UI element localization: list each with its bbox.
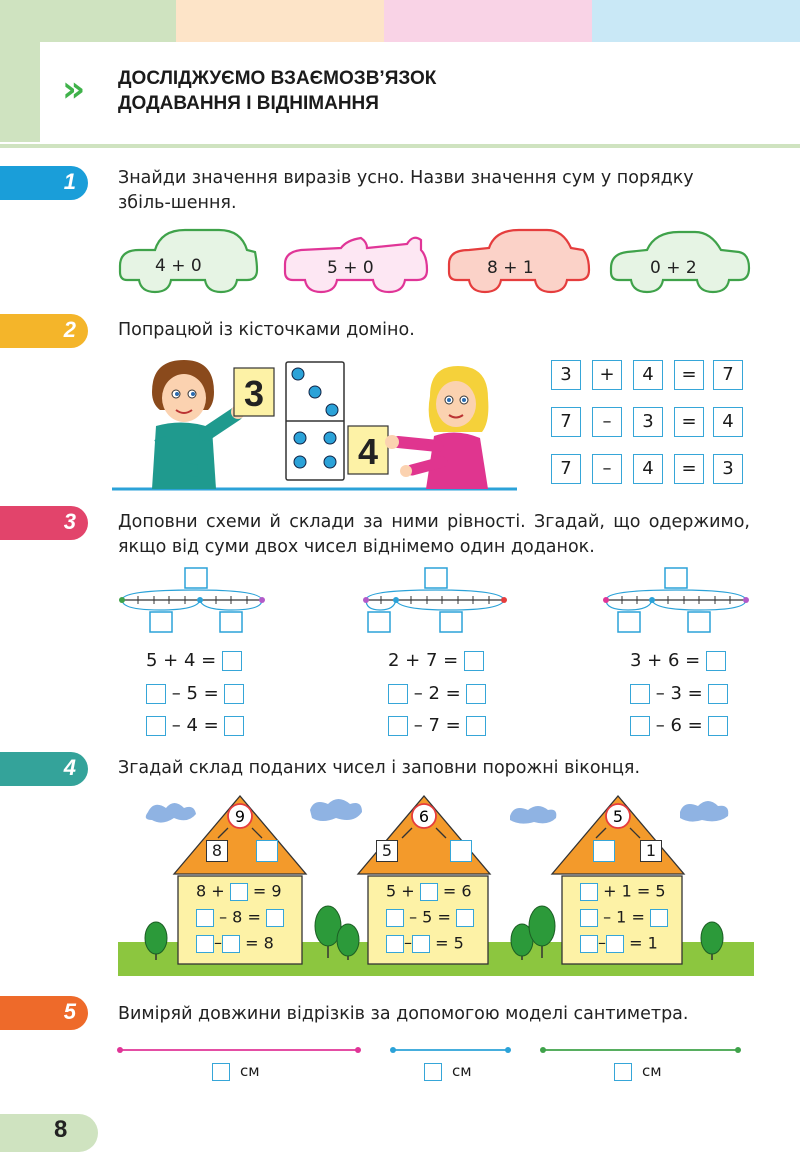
answer-box[interactable] xyxy=(222,935,240,953)
house-2-roof-left: 5 xyxy=(376,840,398,862)
expr-text: 8 + xyxy=(196,881,225,901)
answer-box[interactable] xyxy=(606,935,624,953)
boy-figure xyxy=(152,360,245,489)
domino-tile xyxy=(286,362,344,480)
task-3-text: Доповни схеми й склади за ними рівності. Згадай, що одержимо, якщо від суми двох чисел віднімемо один доданок. xyxy=(118,512,750,557)
house-1-roof-left: 8 xyxy=(206,840,228,862)
task-number-tab-3 xyxy=(0,506,88,540)
answer-box[interactable] xyxy=(464,651,484,671)
equation-cell: 3 xyxy=(551,360,581,390)
answer-box[interactable] xyxy=(630,716,650,736)
expr-text: = 9 xyxy=(252,881,282,901)
scheme-3 xyxy=(603,568,749,632)
task-2-text: Попрацюй із кісточками доміно. xyxy=(118,320,415,340)
answer-box[interactable] xyxy=(388,716,408,736)
answer-box[interactable] xyxy=(196,935,214,953)
car-3-label: 8 + 1 xyxy=(487,258,534,278)
answer-box[interactable] xyxy=(146,684,166,704)
title-line-2: ДОДАВАННЯ І ВІДНІМАННЯ xyxy=(118,93,379,114)
answer-box[interactable] xyxy=(420,883,438,901)
unit-label: см xyxy=(452,1062,472,1080)
house-1-eq-2 xyxy=(196,906,284,929)
answer-box[interactable] xyxy=(650,909,668,927)
task-number-2: 2 xyxy=(63,317,76,342)
car-4-label: 0 + 2 xyxy=(650,258,697,278)
unit-label: см xyxy=(240,1062,260,1080)
house-3-eq-1 xyxy=(580,880,666,903)
house-3-roof-left-box[interactable] xyxy=(593,840,615,862)
expr-text: – 8 = xyxy=(219,907,261,927)
equation-cell: 7 xyxy=(551,407,581,437)
scheme-1-line-3 xyxy=(146,715,244,737)
house-2-eq-2 xyxy=(386,906,474,929)
segment-2-answer xyxy=(424,1062,472,1081)
task-number-tab-5 xyxy=(0,996,88,1030)
answer-box[interactable] xyxy=(146,716,166,736)
house-1-eq-3: – = 8 xyxy=(196,932,274,955)
scheme-2-line-2 xyxy=(388,683,486,705)
answer-box[interactable] xyxy=(424,1063,442,1081)
house-3-eq-2 xyxy=(580,906,668,929)
answer-box[interactable] xyxy=(388,684,408,704)
expr-text: + 1 = 5 xyxy=(603,881,666,901)
expr-text: – 2 = xyxy=(413,683,461,704)
car-1-label: 4 + 0 xyxy=(155,256,202,276)
scheme-2 xyxy=(363,568,507,632)
equation-cell: = xyxy=(674,407,704,437)
equation-cell: = xyxy=(674,360,704,390)
house-2-equations xyxy=(374,880,494,966)
answer-box[interactable] xyxy=(386,935,404,953)
house-3-roof-right: 1 xyxy=(640,840,662,862)
expr-text: – 3 = xyxy=(655,683,703,704)
answer-box[interactable] xyxy=(266,909,284,927)
expr-text: – 1 = xyxy=(603,907,645,927)
expr-text: – 6 = xyxy=(655,715,703,736)
task-number-tab-2 xyxy=(0,314,88,348)
house-1-equations xyxy=(184,880,304,966)
house-3-equations xyxy=(568,880,688,966)
scheme-2-line-3 xyxy=(388,715,486,737)
page-title xyxy=(118,66,436,116)
answer-box[interactable] xyxy=(386,909,404,927)
scheme-2-line-1 xyxy=(388,650,484,672)
answer-box[interactable] xyxy=(466,716,486,736)
expr-text: – 5 = xyxy=(171,683,219,704)
answer-box[interactable] xyxy=(212,1063,230,1081)
task-number-1: 1 xyxy=(63,169,76,194)
expr-text: 5 + xyxy=(386,881,415,901)
house-1-roof-right-box[interactable] xyxy=(256,840,278,862)
task-number-3: 3 xyxy=(63,509,76,534)
answer-box[interactable] xyxy=(222,651,242,671)
equation-cell: + xyxy=(592,360,622,390)
task-5-text: Виміряй довжини відрізків за допомогою моделі сантиметра. xyxy=(118,1004,689,1024)
house-1-eq-1 xyxy=(196,880,282,903)
car-2-label: 5 + 0 xyxy=(327,258,374,278)
answer-box[interactable] xyxy=(466,684,486,704)
house-2-eq-3: – = 5 xyxy=(386,932,464,955)
top-band-orange xyxy=(176,0,384,42)
left-band xyxy=(0,42,40,142)
expr-text: = 1 xyxy=(629,933,658,953)
expr-text: = 5 xyxy=(435,933,464,953)
domino-card-right: 4 xyxy=(357,431,379,472)
scheme-1 xyxy=(119,568,265,632)
house-1-top: 9 xyxy=(234,807,246,826)
answer-box[interactable] xyxy=(456,909,474,927)
header-divider xyxy=(0,144,800,148)
answer-box[interactable] xyxy=(224,684,244,704)
scheme-1-line-2 xyxy=(146,683,244,705)
equation-cell: – xyxy=(592,407,622,437)
house-2-top: 6 xyxy=(418,807,430,826)
page-number: 8 xyxy=(54,1116,68,1143)
house-2-eq-1 xyxy=(386,880,472,903)
answer-box[interactable] xyxy=(230,883,248,901)
number-schemes xyxy=(110,566,770,638)
expr-text: – 7 = xyxy=(413,715,461,736)
scheme-3-line-3 xyxy=(630,715,728,737)
answer-box[interactable] xyxy=(708,684,728,704)
answer-box[interactable] xyxy=(706,651,726,671)
segment-1-answer xyxy=(212,1062,260,1081)
expr-text: – 5 = xyxy=(409,907,451,927)
equation-cell: 3 xyxy=(633,407,663,437)
equation-cell: 4 xyxy=(633,454,663,484)
top-band-blue xyxy=(592,0,800,42)
top-band-green xyxy=(0,0,176,42)
answer-box[interactable] xyxy=(224,716,244,736)
answer-box[interactable] xyxy=(580,883,598,901)
equation-cell: 7 xyxy=(713,360,743,390)
answer-box[interactable] xyxy=(708,716,728,736)
scheme-1-line-1 xyxy=(146,650,242,672)
scheme-3-line-2 xyxy=(630,683,728,705)
chevron-icon: » xyxy=(62,69,80,110)
expr-text: 5 + 4 = xyxy=(146,650,217,671)
equation-cell: 3 xyxy=(713,454,743,484)
equation-cell: 7 xyxy=(551,454,581,484)
segment-3-answer xyxy=(614,1062,662,1081)
task-number-tab-1 xyxy=(0,166,88,200)
page-number-tab xyxy=(0,1114,98,1152)
equation-cell: = xyxy=(674,454,704,484)
house-3-eq-3: – = 1 xyxy=(580,932,658,955)
task-number-tab-4 xyxy=(0,752,88,786)
scheme-3-line-1 xyxy=(630,650,726,672)
answer-box[interactable] xyxy=(614,1063,632,1081)
task-number-5: 5 xyxy=(63,999,76,1024)
girl-figure xyxy=(385,366,488,489)
measure-segments xyxy=(115,1044,755,1056)
house-2-roof-right-box[interactable] xyxy=(450,840,472,862)
task-number-4: 4 xyxy=(63,755,76,780)
answer-box[interactable] xyxy=(580,909,598,927)
expr-text: – 4 = xyxy=(171,715,219,736)
task-1-text: Знайди значення виразів усно. Назви значення сум у порядку збіль-шення. xyxy=(118,168,694,213)
expr-text: 2 + 7 = xyxy=(388,650,459,671)
expr-text: 3 + 6 = xyxy=(630,650,701,671)
expr-text: = 8 xyxy=(245,933,274,953)
task-4-text: Згадай склад поданих чисел і заповни порожні віконця. xyxy=(118,758,641,778)
answer-box[interactable] xyxy=(196,909,214,927)
expr-text: = 6 xyxy=(442,881,472,901)
unit-label: см xyxy=(642,1062,662,1080)
answer-box[interactable] xyxy=(630,684,650,704)
equation-cell: 4 xyxy=(713,407,743,437)
answer-box[interactable] xyxy=(412,935,430,953)
domino-card-left: 3 xyxy=(243,373,265,414)
title-line-1: ДОСЛІДЖУЄМО ВЗАЄМОЗВ’ЯЗОК xyxy=(118,68,437,89)
equation-cell: 4 xyxy=(633,360,663,390)
house-3-top: 5 xyxy=(612,807,624,826)
top-band-pink xyxy=(384,0,592,42)
kids-domino-illustration xyxy=(112,352,522,492)
equation-cell: – xyxy=(592,454,622,484)
answer-box[interactable] xyxy=(580,935,598,953)
